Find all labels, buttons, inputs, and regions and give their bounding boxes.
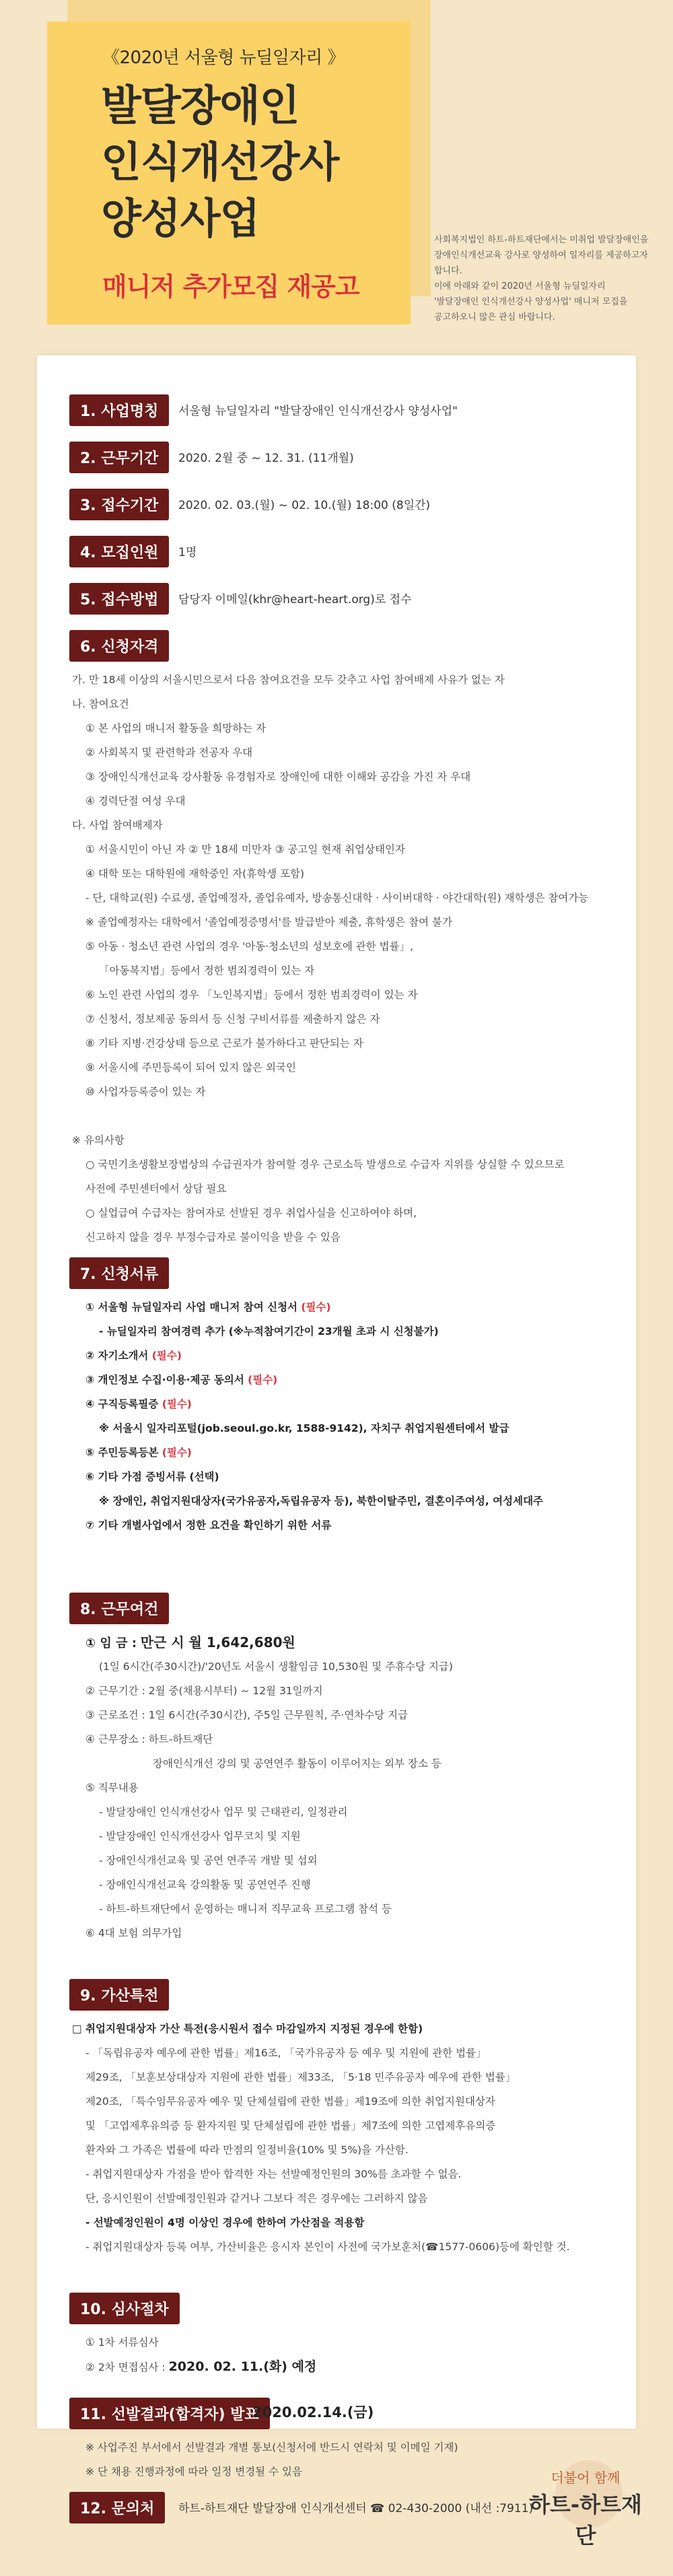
list-item: - 취업지원대상자 등록 여부, 가산비율은 응시자 본인이 사전에 국가보훈처(☎1577-0606)등에 확인할 것.	[85, 2241, 570, 2253]
list-item: ⑥ 노인 관련 사업의 경우 「노인복지법」등에서 정한 범죄경력이 있는 자	[85, 989, 418, 1001]
list-item: - 하트-하트재단에서 운영하는 매니저 직무교육 프로그램 참석 등	[99, 1903, 392, 1915]
list-item: 제29조, 「보훈보상대상자 지원에 관한 법률」제33조, 「5·18 민주유공자 예우에 관한 법률」	[85, 2071, 516, 2083]
list-item: 제20조, 「특수임무유공자 예우 및 단체설립에 관한 법률」제19조에 의한 취업지원대상자	[85, 2095, 495, 2108]
list-item: - 장애인식개선교육 및 공연 연주곡 개발 및 섭외	[99, 1854, 318, 1867]
section-heading: 5. 접수방법	[69, 583, 169, 615]
section-heading: 8. 근무여건	[69, 1593, 169, 1624]
list-item: - 뉴딜일자리 참여경력 추가 (※누적참여기간이 23개월 초과 시 신청불가)	[99, 1325, 439, 1337]
section-application-period	[69, 489, 169, 520]
section-bonus-points	[69, 1979, 169, 2011]
list-item: □ 취업지원대상자 가산 특전(응시원서 접수 마감일까지 지정된 경우에 한함)	[72, 2023, 423, 2035]
list-item: 단, 응시인원이 선발예정인원과 같거나 그보다 적은 경우에는 그러하지 않음	[85, 2192, 428, 2204]
list-item: 가. 만 18세 이상의 서울시민으로서 다음 참여요건을 모두 갖추고 사업 참여배제 사유가 없는 자	[72, 674, 505, 686]
list-item: ③ 개인정보 수집·이용·제공 동의서 (필수)	[85, 1374, 278, 1386]
list-item: ※ 서울시 일자리포털(job.seoul.go.kr, 1588-9142), 자치구 취업지원센터에서 발급	[99, 1422, 509, 1434]
announcement-notes	[85, 2435, 458, 2484]
hero-banner	[0, 0, 673, 355]
list-item: - 「독립유공자 예우에 관한 법률」제16조, 「국가유공자 등 예우 및 지원에 관한 법률」	[85, 2047, 487, 2059]
section-heading: 9. 가산특전	[69, 1979, 169, 2011]
documents-list	[85, 1295, 543, 1537]
hero-description	[434, 232, 656, 325]
review-process-list	[85, 2330, 316, 2379]
list-item: ④ 구직등록필증 (필수)	[85, 1398, 192, 1410]
announcement-date: 2020.02.14.(금)	[252, 2404, 374, 2421]
section-heading: 11. 선발결과(합격자) 발표	[69, 2398, 270, 2429]
logo-name: 하트-하트재단	[529, 2492, 642, 2548]
list-item: ③ 장애인식개선교육 강사활동 유경험자로 장애인에 대한 이해와 공감을 가진 자 우대	[85, 771, 471, 783]
section-heading: 7. 신청서류	[69, 1257, 169, 1289]
section-heading: 6. 신청자격	[69, 630, 169, 662]
hero-description-line: 장애인식개선교육 강사로 양성하여 일자리를 제공하고자 합니다.	[434, 250, 648, 276]
list-item: ⑩ 사업자등록증이 있는 자	[85, 1086, 206, 1098]
section-heading: 4. 모집인원	[69, 536, 169, 567]
hero-title	[101, 77, 339, 247]
list-item: ① 서울시민이 아닌 자 ② 만 18세 미만자 ③ 공고일 현재 취업상태인자	[85, 843, 405, 856]
list-item: - 장애인식개선교육 강의활동 및 공연연주 진행	[99, 1879, 311, 1891]
section-work-conditions	[69, 1593, 169, 1624]
wage-line: ① 임 금 : 만근 시 월 1,642,680원	[85, 1634, 295, 1650]
hero-description-line: 사회복지법인 하트-하트재단에서는 미취업 발달장애인을	[434, 235, 649, 245]
list-item: ※ 단 채용 진행과정에 따라 일정 변경될 수 있음	[85, 2466, 302, 2478]
list-spacer	[72, 1104, 588, 1128]
section-heading: 2. 근무기간	[69, 442, 169, 473]
list-item: 장애인식개선 강의 및 공연연주 활동이 이루어지는 외부 장소 등	[153, 1757, 441, 1770]
bonus-points-list	[72, 2017, 570, 2259]
hero-title-line: 양성사업	[101, 194, 260, 243]
list-item: ④ 근무장소 : 하트-하트재단	[85, 1733, 213, 1745]
section-contact	[69, 2492, 165, 2523]
eligibility-list	[72, 668, 588, 1249]
section-text: 담당자 이메일(khr@heart-heart.org)로 접수	[178, 593, 412, 606]
section-heading: 3. 접수기간	[69, 489, 169, 520]
contact-text: 하트-하트재단 발달장애 인식개선센터 ☎ 02-430-2000 (내선 :7911)	[178, 2502, 534, 2515]
list-item: ⑨ 서울시에 주민등록이 되어 있지 않은 외국인	[85, 1061, 296, 1074]
section-application-method	[69, 583, 169, 615]
list-item: ※ 유의사항	[72, 1134, 125, 1146]
list-item: ⑤ 직무내용	[85, 1782, 139, 1794]
list-item: ① 1차 서류심사	[85, 2336, 159, 2348]
list-item: ④ 대학 또는 대학원에 재학중인 자(휴학생 포함)	[85, 868, 305, 880]
hero-description-line: 이에 아래와 같이 2020년 서울형 뉴딜일자리	[434, 281, 606, 291]
hero-title-line: 발달장애인	[101, 81, 299, 130]
list-item: ⑥ 기타 가점 증빙서류 (선택)	[85, 1471, 219, 1483]
list-item: ② 자기소개서 (필수)	[85, 1350, 182, 1362]
list-item: ③ 근로조건 : 1일 6시간(주30시간), 주5일 근무원칙, 주·연차수당 지급	[85, 1709, 409, 1721]
list-item: ① 본 사업의 매니저 활동을 희망하는 자	[85, 722, 267, 734]
hero-description-line: 공고하오니 많은 관심 바랍니다.	[434, 312, 555, 322]
list-item: ⑦ 기타 개별사업에서 정한 요건을 확인하기 위한 서류	[85, 1519, 332, 1531]
section-heading: 10. 심사절차	[69, 2293, 180, 2324]
list-item: 다. 사업 참여배제자	[72, 819, 163, 831]
section-heading: 1. 사업명칭	[69, 394, 169, 426]
list-item: 신고하지 않을 경우 부정수급자로 불이익을 받을 수 있음	[85, 1231, 341, 1243]
list-item: ② 2차 면접심사 : 2020. 02. 11.(화) 예정	[85, 2359, 317, 2374]
section-business-name	[69, 394, 169, 426]
hero-tag: 《2020년 서울형 뉴딜일자리 》	[102, 48, 345, 68]
list-item: ⑧ 기타 지병·건강상태 등으로 근로가 불가하다고 판단되는 자	[85, 1037, 363, 1049]
section-result-announcement	[69, 2398, 270, 2429]
section-review-process	[69, 2293, 180, 2324]
list-item: - 취업지원대상자 가점을 받아 합격한 자는 선발예정인원의 30%를 초과할 수 없음.	[85, 2168, 462, 2180]
list-item: ※ 사업주진 부서에서 선발결과 개별 통보(신청서에 반드시 연락처 및 이메일 기재)	[85, 2441, 458, 2453]
section-text: 서울형 뉴딜일자리 "발달장애인 인식개선강사 양성사업"	[178, 405, 458, 418]
list-item: ※ 장애인, 취업지원대상자(국가유공자,독립유공자 등), 북한이탈주민, 결혼이주여성, 여성세대주	[99, 1495, 544, 1507]
list-item: ② 사회복지 및 관련학과 전공자 우대	[85, 746, 253, 759]
list-item: (1일 6시간(주30시간)/'20년도 서울시 생활임금 10,530원 및 주휴수당 지급)	[99, 1661, 453, 1673]
list-item: ※ 졸업예정자는 대학에서 '졸업예정증명서'를 발급받아 제출, 휴학생은 참여 불가	[85, 916, 452, 928]
list-item: ④ 경력단절 여성 우대	[85, 795, 186, 807]
section-heading: 12. 문의처	[69, 2492, 165, 2523]
section-documents	[69, 1257, 169, 1289]
list-item: 나. 참여요건	[72, 698, 129, 710]
list-item: ⑦ 신청서, 정보제공 동의서 등 신청 구비서류를 제출하지 않은 자	[85, 1013, 380, 1025]
list-item: - 단, 대학교(원) 수료생, 졸업예정자, 졸업유예자, 방송통신대학 · 사이버대학 · 야간대학(원) 재학생은 참여가능	[85, 892, 589, 904]
list-item: 「아동복지법」등에서 정한 범죄경력이 있는 자	[99, 965, 315, 977]
list-item: 및 「고엽제후유의증 등 환자지원 및 단체설립에 관한 법률」제7조에 의한 고엽제후유의증	[85, 2120, 496, 2132]
list-item: - 발달장애인 인식개선강사 업무코치 및 지원	[99, 1830, 301, 1842]
section-text: 2020. 2월 중 ~ 12. 31. (11개월)	[178, 452, 354, 465]
section-text: 2020. 02. 03.(월) ~ 02. 10.(월) 18:00 (8일간)	[178, 499, 431, 512]
list-item: - 발달장애인 인식개선강사 업무 및 근태관리, 일정관리	[99, 1806, 348, 1818]
list-item: 사전에 주민센터에서 상담 필요	[85, 1183, 227, 1195]
list-item: ⑤ 주민등록등본 (필수)	[85, 1447, 192, 1459]
hero-title-line: 인식개선강사	[101, 137, 339, 186]
logo-slogan: 더불어 함께	[551, 2470, 621, 2486]
section-work-period	[69, 442, 169, 473]
hero-description-line: '발달장애인 인식개선강사 양성사업' 매니저 모집을	[434, 297, 628, 307]
list-item: ○ 국민기초생활보장법상의 수급권자가 참여할 경우 근로소득 발생으로 수급자 지위를 상실할 수 있으므로	[85, 1158, 565, 1171]
section-text: 1명	[178, 546, 197, 559]
list-item: ⑤ 아동 · 청소년 관련 사업의 경우 '아동·청소년의 성보호에 관한 법률」,	[85, 940, 414, 952]
list-item: 환자와 그 가족은 법률에 따라 만점의 일정비율(10% 및 5%)을 가산함.	[85, 2144, 409, 2156]
list-item: ① 서울형 뉴딜일자리 사업 매니저 참여 신청서 (필수)	[85, 1301, 331, 1313]
list-item: - 선발예정인원이 4명 이상인 경우에 한하여 가산점을 적용함	[85, 2217, 365, 2229]
hero-subtitle: 매니저 추가모집 재공고	[102, 272, 359, 302]
list-item: ○ 실업급여 수급자는 참여자로 선발된 경우 취업사실을 신고하여야 하며,	[85, 1207, 417, 1219]
foundation-logo	[525, 2467, 646, 2550]
list-item: ② 근무기간 : 2월 중(채용시부터) ~ 12월 31일까지	[85, 1685, 323, 1697]
list-item: ⑥ 4대 보험 의무가입	[85, 1927, 182, 1939]
work-conditions-list	[85, 1630, 453, 1945]
section-eligibility	[69, 630, 169, 662]
section-recruit-count	[69, 536, 169, 567]
